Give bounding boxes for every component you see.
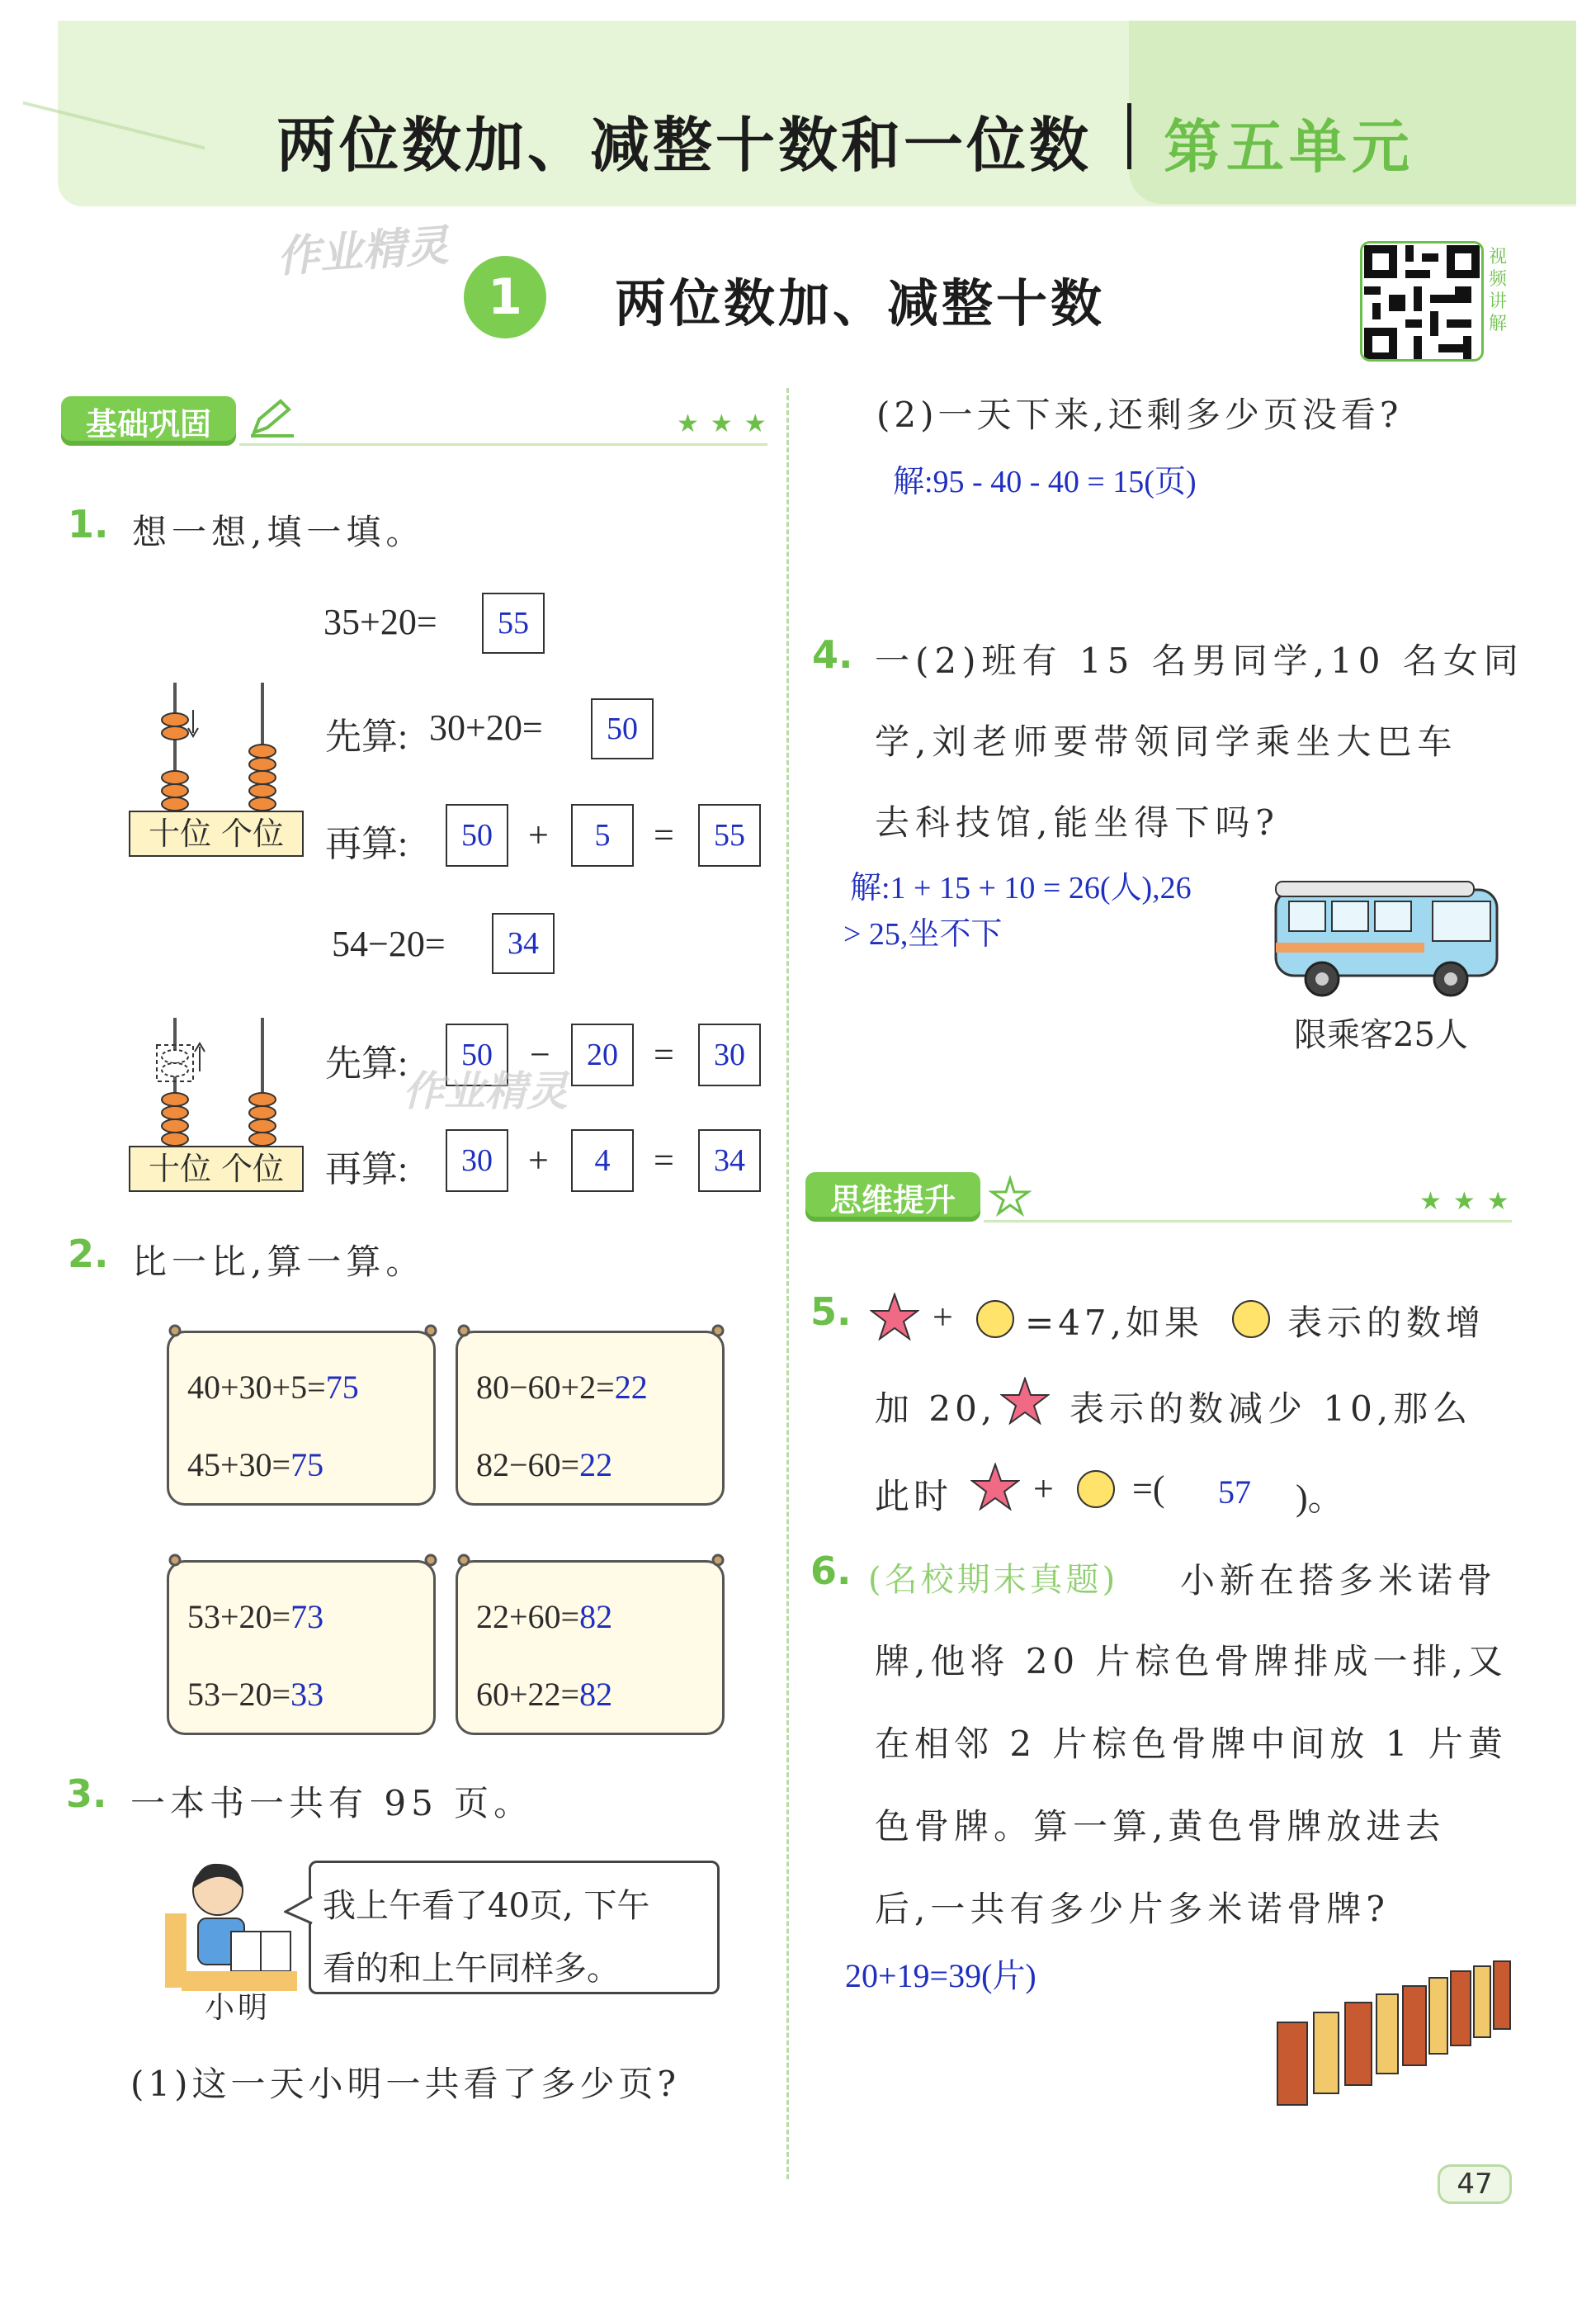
q1-then-eq: = <box>654 815 674 855</box>
title-divider <box>1127 103 1131 169</box>
card-3-line-2: 53−20=33 <box>187 1676 324 1713</box>
q1-first2-op: − <box>530 1034 550 1075</box>
bus-icon <box>1271 873 1510 1005</box>
q6-line-2: 牌,他将 20 片棕色骨牌排成一排,又 <box>875 1641 1508 1681</box>
card-2-answer-2[interactable]: 22 <box>579 1446 613 1483</box>
q2-number: 2. <box>68 1232 109 1276</box>
q1-number: 1. <box>68 502 109 546</box>
boy-reading-icon <box>165 1856 297 1996</box>
q5-l1-b: =47,如果 <box>1025 1303 1203 1343</box>
lesson-number: 1 <box>488 268 522 326</box>
q4-line-3: 去科技馆,能坐得下吗? <box>875 802 1280 843</box>
q5-l2-b: 表示的数减少 10,那么 <box>1070 1388 1473 1429</box>
bubble-line-2: 看的和上午同样多。 <box>323 1950 620 1988</box>
card-3-line-1: 53+20=73 <box>187 1598 324 1635</box>
card-3-answer-2[interactable]: 33 <box>290 1676 324 1713</box>
q1-eq1: 35+20= <box>323 602 437 642</box>
q4-number: 4. <box>812 632 853 677</box>
q5-l1-plus: + <box>933 1297 953 1337</box>
q3-sub1: (1)这一天小明一共看了多少页? <box>130 2064 681 2104</box>
q3-sub2-answer[interactable]: 解:95 - 40 - 40 = 15(页) <box>893 465 1197 499</box>
watermark-top: 作业精灵 <box>275 220 451 283</box>
q3-name: 小明 <box>205 1991 272 2025</box>
q1-eq1-answer[interactable]: 55 <box>482 593 545 654</box>
q1-text: 想一想,填一填。 <box>132 512 426 552</box>
q1-eq2: 54−20= <box>332 924 446 964</box>
section-basic: 基础巩固 <box>61 396 236 446</box>
q6-tag: (名校期末真题) <box>868 1561 1119 1599</box>
q6-number: 6. <box>810 1549 852 1593</box>
q1-then2-eq: = <box>654 1140 674 1180</box>
q6-answer[interactable]: 20+19=39(片) <box>845 1957 1036 1994</box>
q1-eq2-answer[interactable]: 34 <box>492 913 555 974</box>
q5-l3-c: =( <box>1132 1468 1165 1509</box>
column-divider <box>786 388 789 2179</box>
q3-text: 一本书一共有 95 页。 <box>130 1783 534 1823</box>
bus-caption: 限乘客25人 <box>1294 1016 1468 1054</box>
section-thinking-stars: ★★★ <box>1419 1187 1521 1216</box>
q5-l2-a: 加 20, <box>875 1388 997 1429</box>
abacus-icon-1 <box>124 679 314 819</box>
q1-then-op: + <box>528 815 549 855</box>
card-1-answer-1[interactable]: 75 <box>325 1369 359 1406</box>
abacus-label-2: 十位 个位 <box>129 1146 304 1192</box>
q5-l1-c: 表示的数增 <box>1287 1303 1486 1343</box>
bubble-tail-icon <box>284 1895 314 1928</box>
main-title: 两位数加、减整十数和一位数 <box>276 111 1093 180</box>
q4-line-1: 一(2)班有 15 名男同学,10 名女同 <box>875 641 1524 681</box>
q1-then2-label: 再算: <box>325 1149 408 1189</box>
q1-first2-eq: = <box>654 1034 674 1075</box>
q4-answer-line-2[interactable]: > 25,坐不下 <box>843 917 1003 952</box>
q1-first-answer[interactable]: 50 <box>591 698 654 759</box>
qr-pattern-icon <box>1364 245 1480 361</box>
q5-l3-a: 此时 <box>875 1476 953 1516</box>
card-2-line-2: 82−60=22 <box>476 1446 613 1483</box>
card-3-answer-1[interactable]: 73 <box>290 1598 324 1635</box>
q5-l3-plus: + <box>1033 1468 1054 1509</box>
card-1-answer-2[interactable]: 75 <box>290 1446 324 1483</box>
q1-then2-answer[interactable]: 34 <box>698 1129 761 1192</box>
q1-then-label: 再算: <box>325 824 408 864</box>
q1-first2-answer[interactable]: 30 <box>698 1024 761 1086</box>
q3-number: 3. <box>66 1771 107 1816</box>
pencil-icon <box>248 398 297 439</box>
card-2-answer-1[interactable]: 22 <box>614 1369 648 1406</box>
circle-shape-icon <box>974 1298 1017 1341</box>
card-4-line-1: 22+60=82 <box>476 1598 613 1635</box>
q5-l3-d: )。 <box>1296 1478 1344 1518</box>
page-number-badge <box>1438 2164 1512 2204</box>
section-basic-underline <box>239 443 767 446</box>
q4-line-2: 学,刘老师要带领同学乘坐大巴车 <box>875 721 1458 762</box>
card-4-answer-2[interactable]: 82 <box>579 1676 613 1713</box>
star-shape-icon <box>1000 1377 1050 1425</box>
q6-line-4: 色骨牌。算一算,黄色骨牌放进去 <box>875 1806 1446 1847</box>
q6-line-1: 小新在搭多米诺骨 <box>1180 1560 1498 1601</box>
star-shape-icon <box>870 1293 919 1341</box>
q1-then2-op: + <box>528 1140 549 1180</box>
bubble-line-1: 我上午看了40页, 下午 <box>323 1887 650 1925</box>
card-4-answer-1[interactable]: 82 <box>579 1598 613 1635</box>
q1-then2-a[interactable]: 30 <box>446 1129 508 1192</box>
q2-text: 比一比,算一算。 <box>132 1241 426 1282</box>
qr-label: 视频讲解 <box>1489 247 1508 334</box>
q1-first-label: 先算: <box>325 716 408 757</box>
q3-sub2: (2)一天下来,还剩多少页没看? <box>876 395 1403 435</box>
card-1-line-2: 45+30=75 <box>187 1446 324 1483</box>
q1-first2-label: 先算: <box>325 1043 408 1084</box>
q1-first2-a[interactable]: 50 <box>446 1024 508 1086</box>
card-1-line-1: 40+30+5=75 <box>187 1369 359 1406</box>
lesson-title: 两位数加、减整十数 <box>615 273 1106 333</box>
speech-bubble <box>309 1861 720 1994</box>
q6-line-5: 后,一共有多少片多米诺骨牌? <box>875 1889 1390 1929</box>
q1-then-a[interactable]: 50 <box>446 804 508 867</box>
q1-then-b[interactable]: 5 <box>571 804 634 867</box>
q1-first2-b[interactable]: 20 <box>571 1024 634 1086</box>
q1-then-answer[interactable]: 55 <box>698 804 761 867</box>
q6-line-3: 在相邻 2 片棕色骨牌中间放 1 片黄 <box>875 1724 1508 1764</box>
card-4-line-2: 60+22=82 <box>476 1676 613 1713</box>
abacus-label-1: 十位 个位 <box>129 811 304 857</box>
card-2-line-1: 80−60+2=22 <box>476 1369 648 1406</box>
section-basic-stars: ★★★ <box>677 409 778 438</box>
abacus-icon-2 <box>124 1014 314 1154</box>
watermark-middle: 作业精灵 <box>403 1067 568 1115</box>
section-thinking-underline <box>984 1220 1512 1222</box>
q1-then2-b[interactable]: 4 <box>571 1129 634 1192</box>
card-pin-icons <box>157 1317 734 1763</box>
q4-answer-line-1[interactable]: 解:1 + 15 + 10 = 26(人),26 <box>850 871 1192 906</box>
q5-number: 5. <box>810 1289 852 1334</box>
q1-first-eq: 30+20= <box>429 707 543 748</box>
unit-label: 第五单元 <box>1164 113 1414 181</box>
q5-answer[interactable]: 57 <box>1218 1473 1251 1511</box>
section-thinking: 思维提升 <box>805 1172 980 1222</box>
circle-shape-icon <box>1230 1298 1273 1341</box>
page-number: 47 <box>1457 2168 1493 2201</box>
lesson-badge <box>464 256 546 338</box>
star-shape-icon <box>970 1463 1020 1511</box>
domino-icon <box>1271 1956 1518 2113</box>
circle-shape-icon <box>1074 1468 1117 1511</box>
qr-code[interactable] <box>1360 241 1484 362</box>
sparkle-icon <box>989 1175 1035 1217</box>
